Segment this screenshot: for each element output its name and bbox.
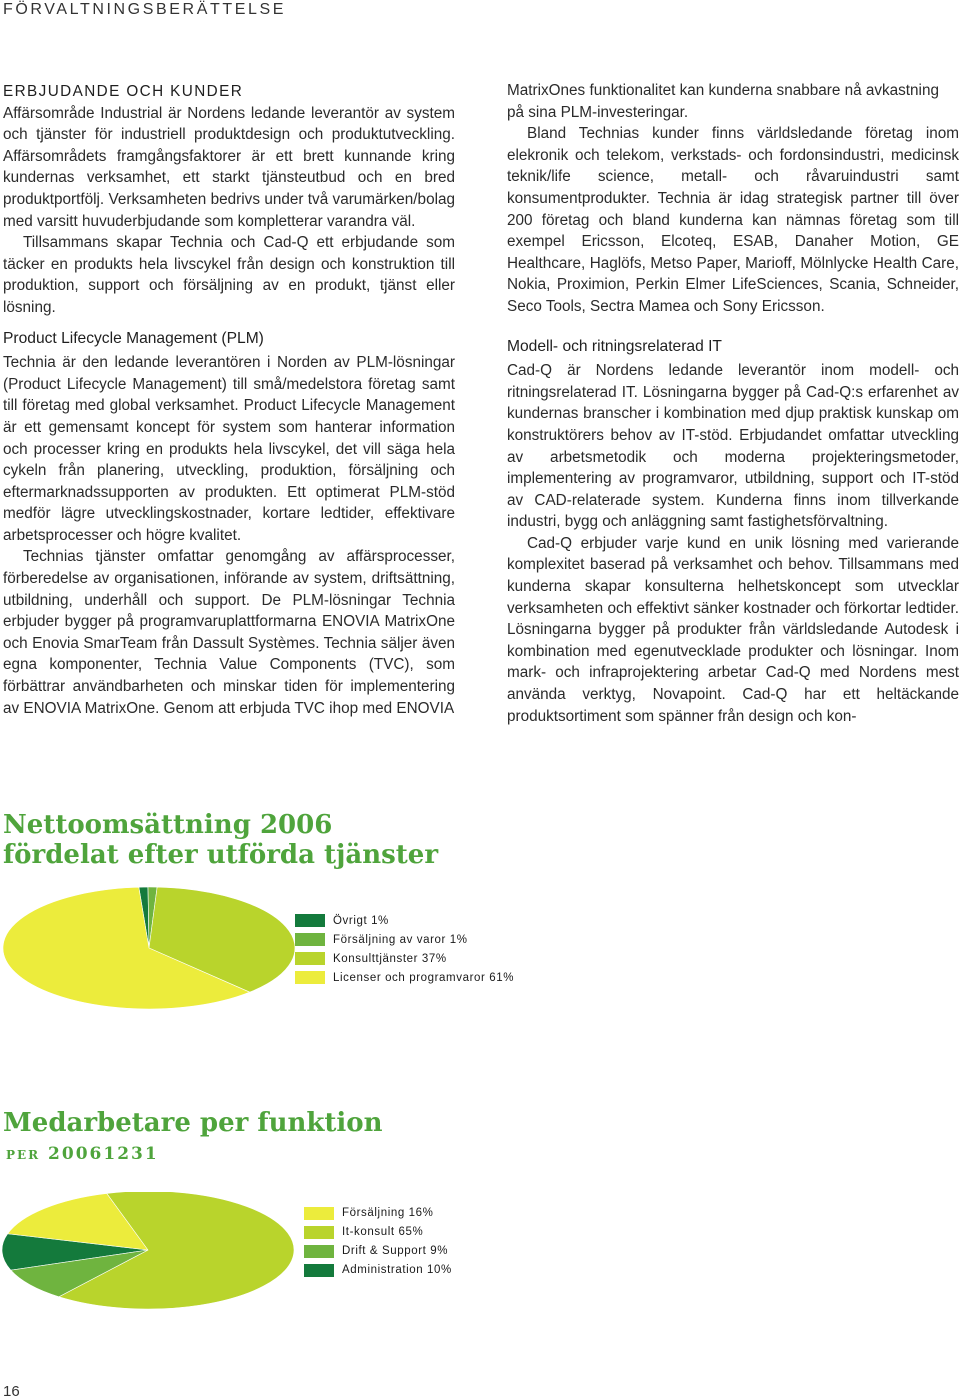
chart2-legend xyxy=(304,1204,452,1280)
chart2-pie xyxy=(0,1192,300,1322)
legend-label: It-konsult 65% xyxy=(342,1226,424,1238)
legend-label: Konsulttjänster 37% xyxy=(333,952,447,965)
chart1-legend xyxy=(295,911,514,987)
paragraph: Technia är den ledande leverantören i Norden av PLM-lösningar (Product Lifecycle Management) till små/medelstora företag samt till företag med global verksamhet. Product Lifecycle Management är ett gemensamt koncept för system som hanterar information och processer kring en produkts hela livscykel, det vill säga hela cykeln från planering, utveckling, produktion, försäljning och eftermarknadssupporten av produkten. Ett optimerat PLM-stöd medför lägre utvecklingskostnader, kortare ledtider, effektivare arbetsprocesser och högre kvalitet. xyxy=(3,354,455,544)
legend-swatch xyxy=(295,952,325,965)
chart2-subtitle: per 20061231 xyxy=(6,1144,159,1164)
subheading-modell: Modell- och ritningsrelaterad IT xyxy=(507,337,722,355)
paragraph: Cad-Q erbjuder varje kund en unik lösning med varierande komplexitet baserad på verksamhet och behov. Tillsammans med kunderna skapar konsulterna helhetskoncept som utvecklar verksamheten och effektivt sänker kostnader och förkortar ledtider. Lösningarna bygger på produkter från världsledande Autodesk i kombination med egenutvecklade produkter och lösningar. Inom mark- och infraprojektering arbetar Cad-Q med Nordens mest använda verktyg, Novapoint. Cad-Q har ett heltäckande produktsortiment som spänner från design och kon- xyxy=(507,534,959,725)
legend-label: Administration 10% xyxy=(342,1264,452,1276)
legend-label: Försäljning 16% xyxy=(342,1207,434,1219)
legend-item xyxy=(304,1223,452,1242)
left-column xyxy=(3,80,455,719)
legend-label: Övrigt 1% xyxy=(333,914,389,927)
chart1-title xyxy=(3,810,438,870)
paragraph: Cad-Q är Nordens ledande leverantör inom modell- och ritningsrelaterad IT. Lösningarna bygger på Cad-Q:s erfarenhet av kundernas branscher i kombination med djup praktisk kunskap om konstruktörers behov av IT-stöd. Erbjudandet omfattar utveckling av arbetsmetodik och moderna projekteringsmetoder, implementering av programvaror, utbildning, support och IT-stöd av CAD-relaterade system. Kunderna finns inom tillverkande industri, bygg och anläggning samt fastighetsförvaltning. xyxy=(507,362,959,531)
legend-item xyxy=(295,968,514,987)
legend-swatch xyxy=(295,914,325,927)
paragraph: Tillsammans skapar Technia och Cad-Q ett erbjudande som täcker en produkts hela livscykel från design och konstruktion till produktion, support och försäljning av en produkt, tjänst eller lösning. xyxy=(3,234,455,316)
legend-swatch xyxy=(295,971,325,984)
chart1-pie xyxy=(0,885,300,1015)
legend-swatch xyxy=(304,1207,334,1220)
legend-swatch xyxy=(295,933,325,946)
page-number: 16 xyxy=(3,1383,20,1400)
legend-item xyxy=(304,1242,452,1261)
legend-item xyxy=(295,930,514,949)
legend-swatch xyxy=(304,1264,334,1277)
right-column xyxy=(507,80,959,727)
legend-label: Drift & Support 9% xyxy=(342,1245,449,1257)
paragraph: Technias tjänster omfattar genomgång av affärsprocesser, förberedelse av organisationen, införande av system, driftsättning, utbildning, underhåll och support. De PLM-lösningar Technia erbjuder bygger på programvaruplattformarna ENOVIA MatrixOne och Enovia SmarTeam från Dassult Systèmes. Technia säljer även egna komponenter, Technia Value Components (TVC), som förbättrar användbarheten och minskar tiden för implementering av ENOVIA MatrixOne. Genom att erbjuda TVC ihop med ENOVIA xyxy=(3,548,455,717)
legend-label: Försäljning av varor 1% xyxy=(333,933,468,946)
paragraph: MatrixOnes funktionalitet kan kunderna snabbare nå avkastning på sina PLM-investeringar. xyxy=(507,82,939,121)
legend-label: Licenser och programvaror 61% xyxy=(333,971,515,984)
legend-item xyxy=(295,949,514,968)
chart1-title-line2: fördelat efter utförda tjänster xyxy=(3,840,439,870)
chart2-title: Medarbetare per funktion xyxy=(3,1108,383,1138)
subheading-plm: Product Lifecycle Management (PLM) xyxy=(3,329,264,347)
legend-swatch xyxy=(304,1245,334,1258)
legend-item xyxy=(295,911,514,930)
paragraph: Bland Technias kunder finns världsledande företag inom elekronik och telekom, verkstads- och fordonsindustri, medicinsk teknik/life science, metall- och råvaruindustri samt konsumentprodukter. Technia är idag strategisk partner till över 200 företag och bland kunderna kan nämnas företag som till exempel Ericsson, Elcoteq, ESAB, Danaher Motion, GE Healthcare, Haglöfs, Metso Paper, Marioff, Mölnlycke Health Care, Nokia, Proximion, Perkin Elmer LifeSciences, Scania, Schneider, Seco Tools, Sectra Mamea och Sony Ericsson. xyxy=(507,125,959,315)
section-heading: ERBJUDANDE OCH KUNDER xyxy=(3,83,244,100)
legend-item xyxy=(304,1204,452,1223)
legend-item xyxy=(304,1261,452,1280)
legend-swatch xyxy=(304,1226,334,1239)
running-header: FÖRVALTNINGSBERÄTTELSE xyxy=(3,1,287,18)
chart1-title-line1: Nettoomsättning 2006 xyxy=(3,810,333,840)
paragraph: Affärsområde Industrial är Nordens ledande leverantör av system och tjänster för industriell produktdesign och produktutveckling. Affärsområdets framgångsfaktorer är ett brett kunnande kring kundernas verksamhet, ett starkt tjänsteutbud och en bred produktportfölj. Verksamheten bedrivs under två varumärken/bolag med varsitt huvuderbjudande som kompletterar varandra väl. xyxy=(3,104,455,230)
